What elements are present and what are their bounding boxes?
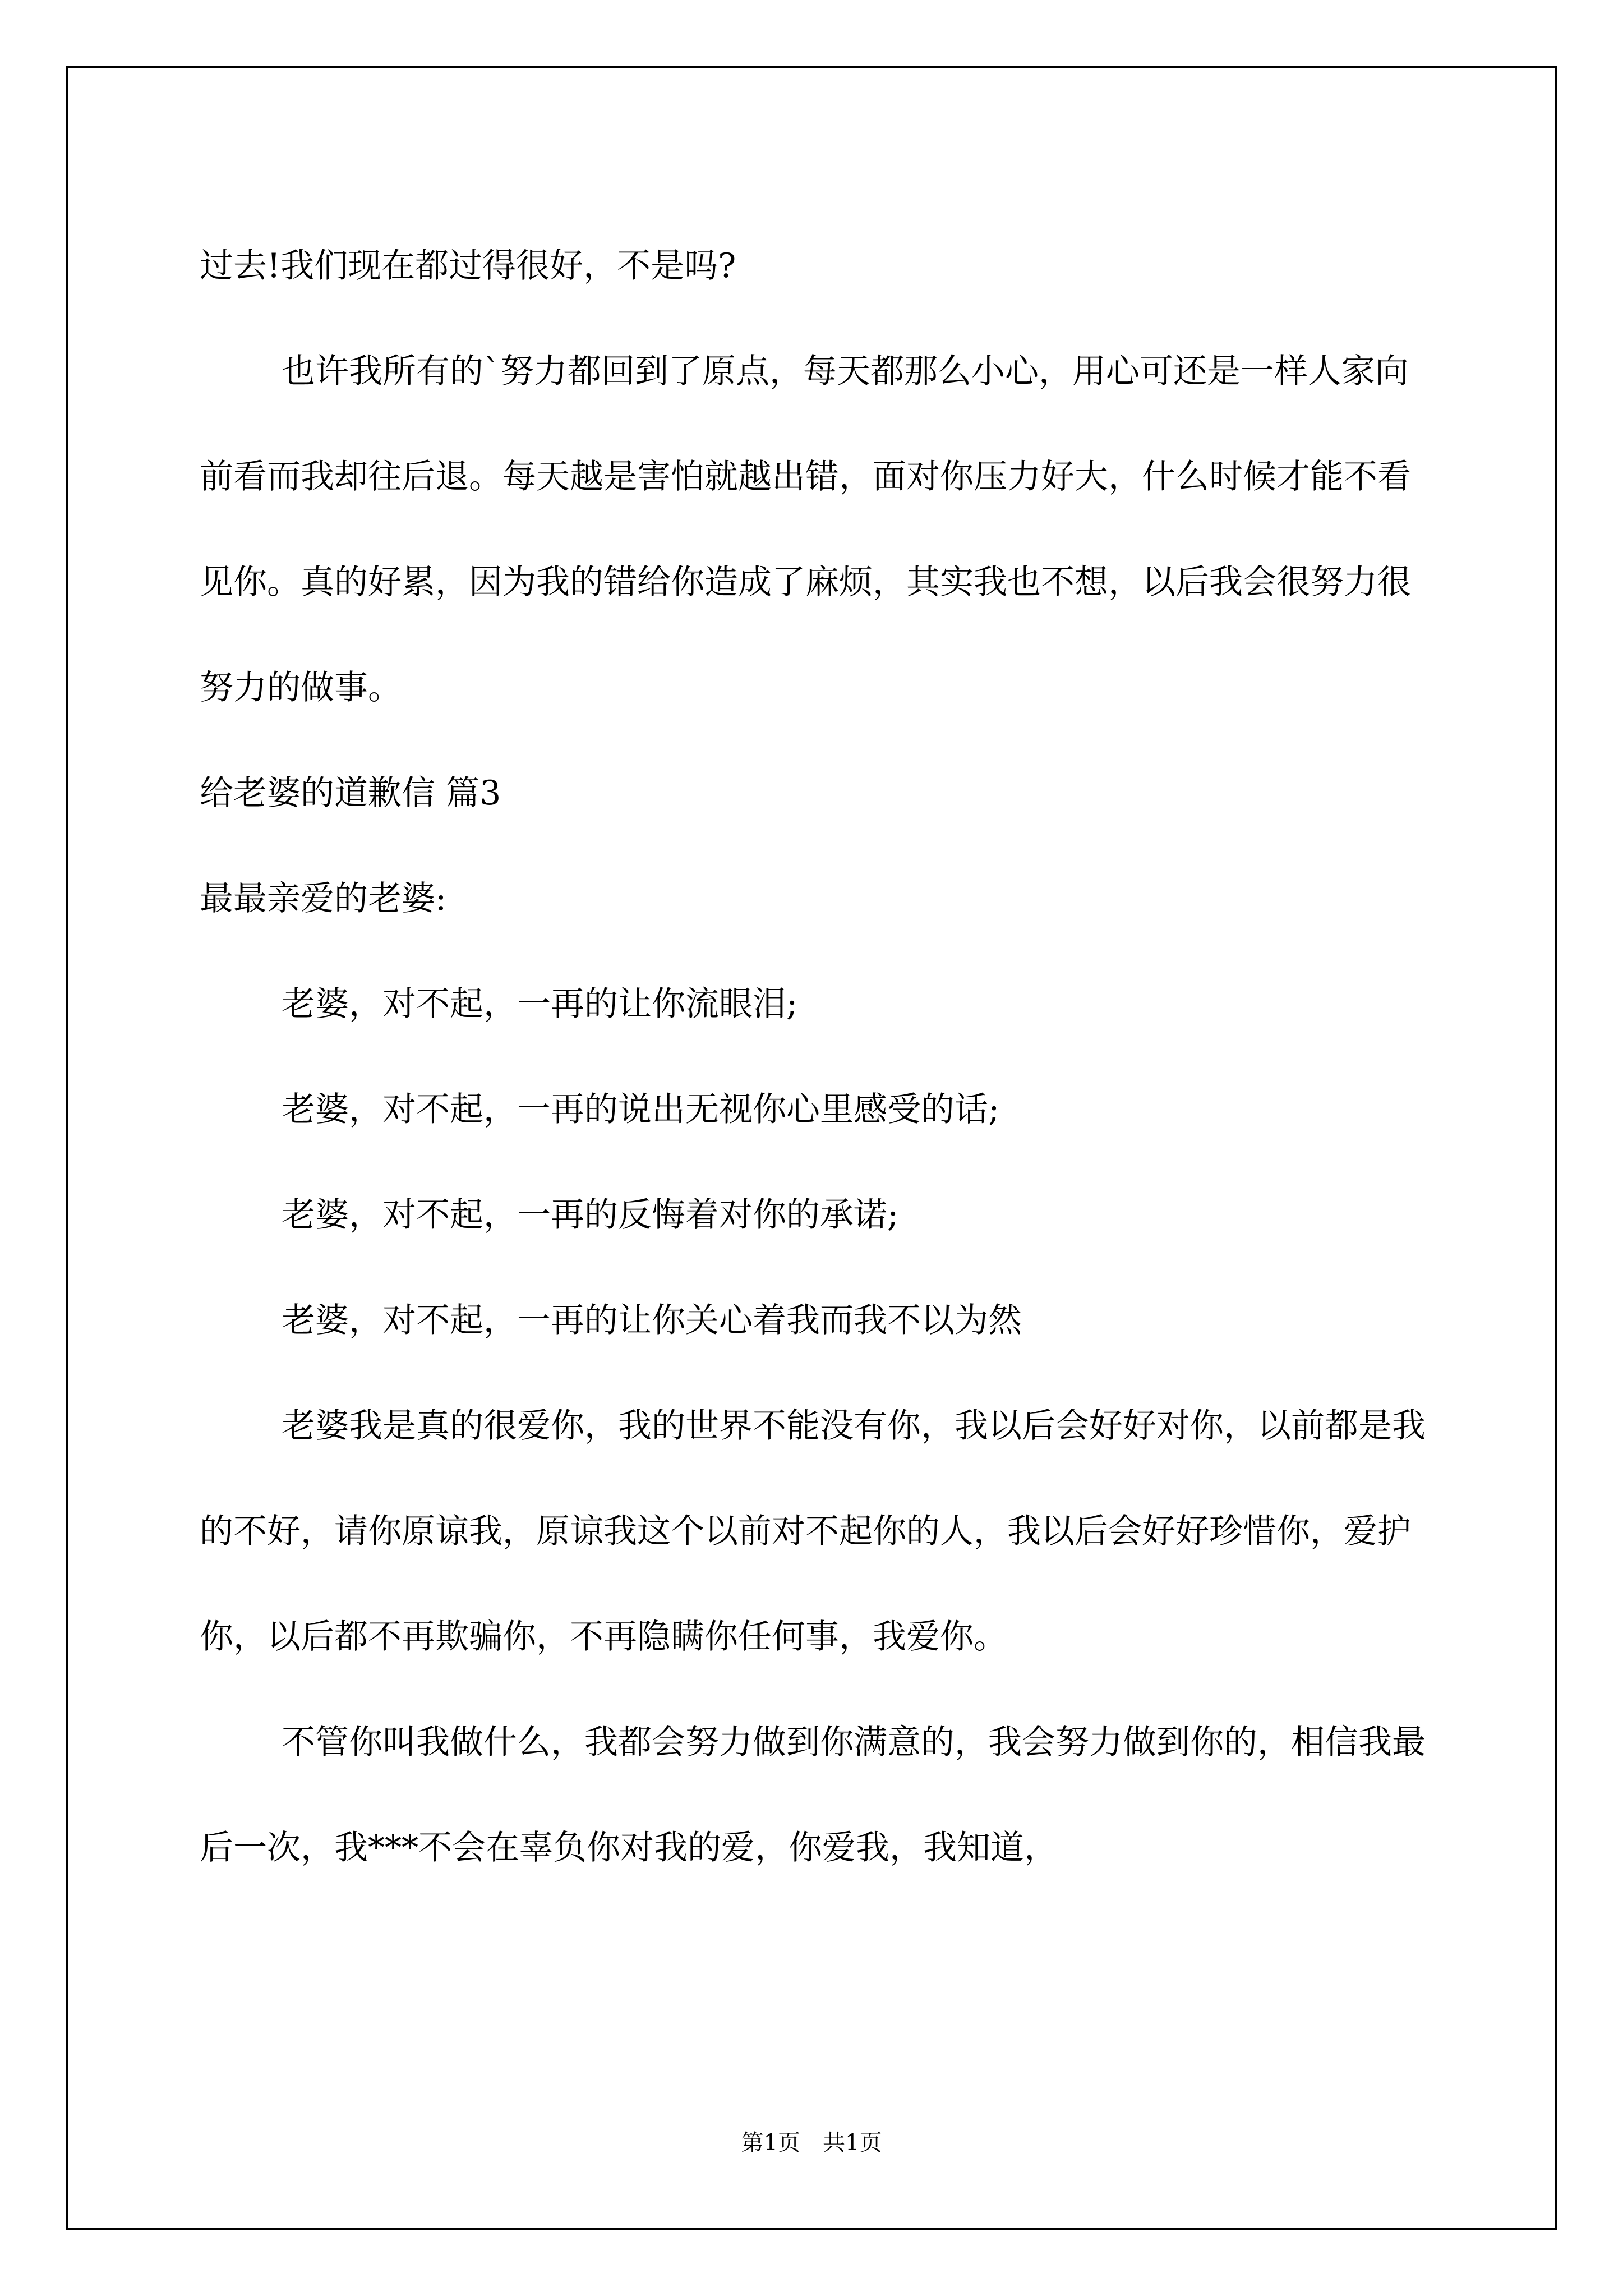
apology-line-4: 老婆，对不起，一再的让你关心着我而我不以为然 bbox=[282, 1301, 1022, 1340]
paragraph-1: 过去!我们现在都过得很好，不是吗? bbox=[200, 246, 736, 286]
paragraph-promise: 不管你叫我做什么，我都会努力做到你满意的，我会努力做到你的，相信我最后一次，我***不会在辜负你对我的爱，你爱我，我知道， bbox=[200, 1723, 1426, 1867]
paragraph-love: 老婆我是真的很爱你，我的世界不能没有你，我以后会好好对你，以前都是我的不好，请你原谅我，原谅我这个以前对不起你的人，我以后会好好珍惜你，爱护你，以后都不再欺骗你，不再隐瞒你任何事，我爱你。 bbox=[200, 1406, 1426, 1657]
document-body bbox=[200, 213, 1428, 1901]
section-heading: 给老婆的道歉信 篇3 bbox=[200, 774, 501, 813]
apology-line-1: 老婆，对不起，一再的让你流眼泪; bbox=[282, 984, 798, 1024]
apology-line-3: 老婆，对不起，一再的反悔着对你的承诺; bbox=[282, 1195, 899, 1235]
page-footer: 第1页 共1页 bbox=[741, 2130, 882, 2156]
salutation: 最最亲爱的老婆: bbox=[200, 879, 447, 918]
apology-line-2: 老婆，对不起，一再的说出无视你心里感受的话; bbox=[282, 1090, 1000, 1129]
paragraph-2: 也许我所有的`努力都回到了原点，每天都那么小心，用心可还是一样人家向前看而我却往后退。每天越是害怕就越出错，面对你压力好大，什么时候才能不看见你。真的好累，因为我的错给你造成了麻烦，其实我也不想，以后我会很努力很努力的做事。 bbox=[200, 352, 1411, 707]
